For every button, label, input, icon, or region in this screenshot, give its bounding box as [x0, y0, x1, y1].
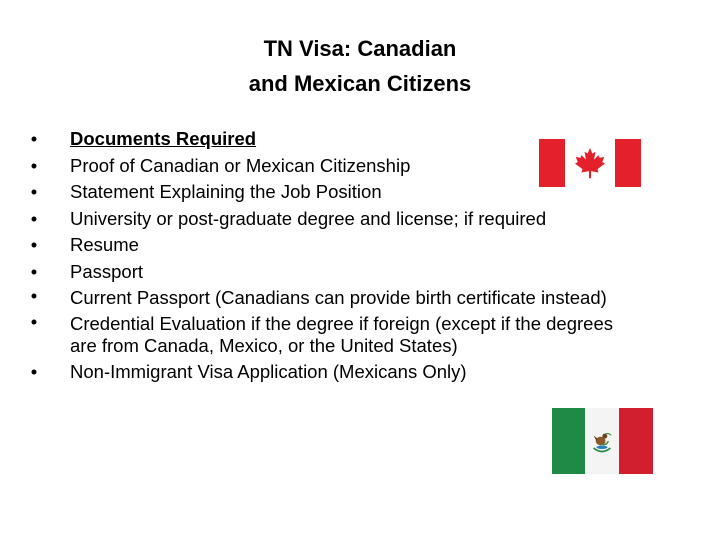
list-item [28, 232, 638, 259]
list-item-text: Resume [70, 234, 139, 255]
list-item-text: University or post-graduate degree and license; if required [70, 207, 547, 229]
list-item-text: Proof of Canadian or Mexican Citizenship [70, 154, 411, 176]
bullet-icon: • [30, 234, 38, 255]
bullet-icon: • [30, 154, 38, 176]
list-item [28, 206, 638, 233]
list-item [28, 259, 638, 286]
mexico-flag-green-band [552, 408, 585, 474]
bullet-icon: • [30, 181, 38, 202]
list-item [28, 359, 638, 386]
list-item-text: Statement Explaining the Job Position [70, 181, 382, 202]
list-item-text: Passport [70, 260, 144, 282]
canada-flag-center [565, 139, 615, 187]
canada-flag-right-band [615, 139, 641, 187]
maple-leaf-icon [573, 146, 607, 180]
mexico-coat-of-arms-icon [588, 427, 616, 455]
bullet-icon: • [30, 128, 38, 149]
mexico-flag-icon [552, 408, 653, 474]
bullet-icon: • [30, 361, 38, 382]
list-item [28, 285, 638, 311]
documents-required-heading: Documents Required [70, 128, 257, 149]
bullet-icon: • [30, 285, 38, 306]
list-item [28, 311, 638, 359]
list-item-text: Credential Evaluation if the degree if foreign (except if the degrees are from Canada, Mexico, or the United States) [70, 313, 613, 356]
canada-flag-icon [539, 139, 641, 187]
slide-title-line-1: TN Visa: Canadian [263, 36, 457, 61]
bullet-icon: • [30, 260, 38, 282]
mexico-flag-white-band [585, 408, 619, 474]
list-item-text: Current Passport (Canadians can provide birth certificate instead) [70, 287, 607, 308]
canada-flag-left-band [539, 139, 565, 187]
slide-title-line-2: and Mexican Citizens [248, 71, 472, 96]
bullet-icon: • [30, 311, 38, 332]
list-item-text: Non-Immigrant Visa Application (Mexicans Only) [70, 361, 467, 382]
bullet-icon: • [30, 207, 38, 229]
mexico-flag-red-band [619, 408, 653, 474]
